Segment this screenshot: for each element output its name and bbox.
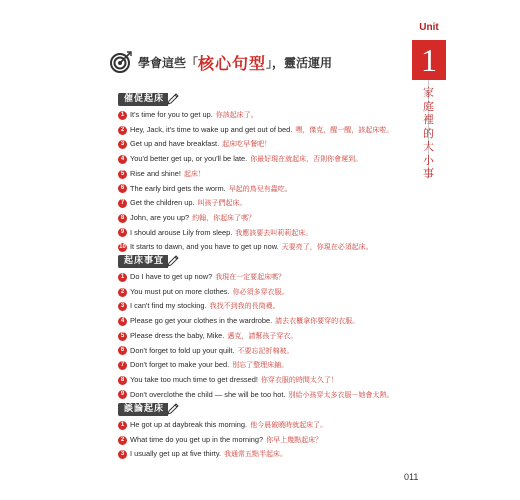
item-number: 8 [118,214,127,223]
english-phrase: I usually get up at five thirty. [130,449,222,459]
item-number: 2 [118,288,127,297]
item-number: 6 [118,184,127,193]
chinese-translation: 我找不到我的長筒襪。 [209,302,280,311]
english-phrase: I should arouse Lily from sleep. [130,227,233,237]
phrase-item [118,418,418,433]
english-phrase: Don't overclothe the child — she will be too hot. [130,389,286,399]
chinese-translation: 我應該要去叫莉莉起床。 [235,228,313,237]
item-number: 5 [118,332,127,341]
section-tag-3 [118,402,180,416]
english-phrase: You take too much time to get dressed! [130,374,258,384]
chinese-translation: 你必須多穿衣服。 [232,287,289,296]
item-number: 7 [118,199,127,208]
chinese-translation: 你最好現在就起床，否則你會遲到。 [250,155,363,164]
phrase-item [118,433,418,448]
chinese-translation: 約翰，你起床了嗎？ [192,213,256,222]
item-number: 4 [118,155,127,164]
english-phrase: I can't find my stocking. [130,301,207,311]
phrase-item [118,358,418,373]
header-prefix: 學會這些「 [138,55,199,70]
item-number: 7 [118,361,127,370]
header-keyword: 核心句型 [198,53,267,73]
chinese-translation: 起床吃早餐吧！ [222,140,272,149]
chinese-translation: 起床！ [183,169,205,178]
english-phrase: John, are you up? [130,212,190,222]
unit-label: Unit [419,22,439,33]
target-icon [110,51,132,73]
phrase-item [118,344,418,359]
phrase-item [118,167,418,182]
page-number: 011 [404,472,419,482]
item-number: 9 [118,390,127,399]
item-number: 2 [118,126,127,135]
chinese-translation: 你早上幾點起床？ [266,435,323,444]
english-phrase: Please dress the baby, Mike. [130,330,225,340]
english-phrase: Do I have to get up now? [130,272,213,281]
chinese-translation: 邁克，請幫孩子穿衣。 [227,331,298,340]
pencil-icon [166,92,180,106]
chinese-translation: 天要亮了，你現在必須起床。 [281,243,373,252]
item-number: 10 [119,244,126,251]
phrase-item [118,108,418,123]
english-phrase: Hey, Jack, it's time to wake up and get out of bed. [130,124,293,134]
pencil-icon [166,254,180,268]
item-number: 6 [118,346,127,355]
chinese-translation: 嘿，傑克，醒一醒，該起床啦。 [295,125,394,134]
chinese-translation: 別給小孩穿太多衣服－她會太熱。 [288,390,394,399]
phrase-item [118,226,418,241]
section-title: 催促起床 [118,93,168,106]
phrase-list-2 [118,270,418,402]
unit-vertical-title: 家庭裡的大小事 [423,86,434,180]
chinese-translation: 叫孩子們起床。 [197,199,247,208]
phrase-item [118,240,418,255]
phrase-item [118,314,418,329]
item-number: 9 [118,228,127,237]
chinese-translation: 我通常五點半起床。 [224,450,288,459]
phrase-item [118,373,418,388]
chinese-translation: 你穿衣服的時間太久了！ [260,375,338,384]
phrase-item [118,152,418,167]
chinese-translation: 別忘了整理床鋪。 [232,361,289,370]
section-title: 起床事宜 [118,255,168,268]
english-phrase: The early bird gets the worm. [130,183,226,193]
item-number: 2 [118,436,127,445]
phrase-item [118,211,418,226]
phrase-item [118,285,418,300]
english-phrase: He got up at daybreak this morning. [130,420,248,429]
item-number: 1 [118,421,127,430]
phrase-item [118,123,418,138]
section-tag-1 [118,92,180,106]
item-number: 3 [118,302,127,311]
phrase-item [118,388,418,403]
phrase-item [118,137,418,152]
header-suffix: 」，靈活運用 [266,55,333,70]
item-number: 8 [118,376,127,385]
item-number: 4 [118,317,127,326]
chinese-translation: 不要忘記折棉被。 [237,346,294,355]
phrase-item [118,196,418,211]
item-number: 3 [118,140,127,149]
english-phrase: Please go get your clothes in the wardrobe. [130,316,273,326]
english-phrase: What time do you get up in the morning? [130,434,264,444]
section-header [110,48,332,76]
section-tag-2 [118,254,180,268]
phrase-list-1 [118,108,418,255]
english-phrase: Don't forget to fold up your quilt. [130,345,235,355]
chinese-translation: 我現在一定要起床嗎？ [215,273,286,281]
unit-number: 1 [412,40,446,80]
phrase-item [118,447,418,462]
chinese-translation: 請去衣櫃拿你要穿的衣服。 [275,317,360,326]
phrase-item [118,299,418,314]
section-title: 談論起床 [118,403,168,416]
pencil-icon [166,402,180,416]
phrase-item [118,270,418,285]
english-phrase: It's time for you to get up. [130,110,213,119]
english-phrase: You must put on more clothes. [130,286,230,296]
item-number: 1 [118,273,127,282]
phrase-item [118,182,418,197]
item-number: 3 [118,450,127,459]
english-phrase: Rise and shine! [130,168,181,178]
phrase-item [118,329,418,344]
chinese-translation: 你該起床了。 [215,111,258,119]
item-number: 1 [118,111,127,120]
chinese-translation: 他今晨破曉時就起床了。 [250,421,328,429]
english-phrase: It starts to dawn, and you have to get up now. [130,242,279,252]
english-phrase: Get the children up. [130,198,195,208]
chinese-translation: 早起的鳥兒有蟲吃。 [228,184,292,193]
phrase-list-3 [118,418,418,462]
item-number: 5 [118,170,127,179]
english-phrase: Don't forget to make your bed. [130,360,230,370]
english-phrase: You'd better get up, or you'll be late. [130,154,248,164]
english-phrase: Get up and have breakfast. [130,139,220,149]
